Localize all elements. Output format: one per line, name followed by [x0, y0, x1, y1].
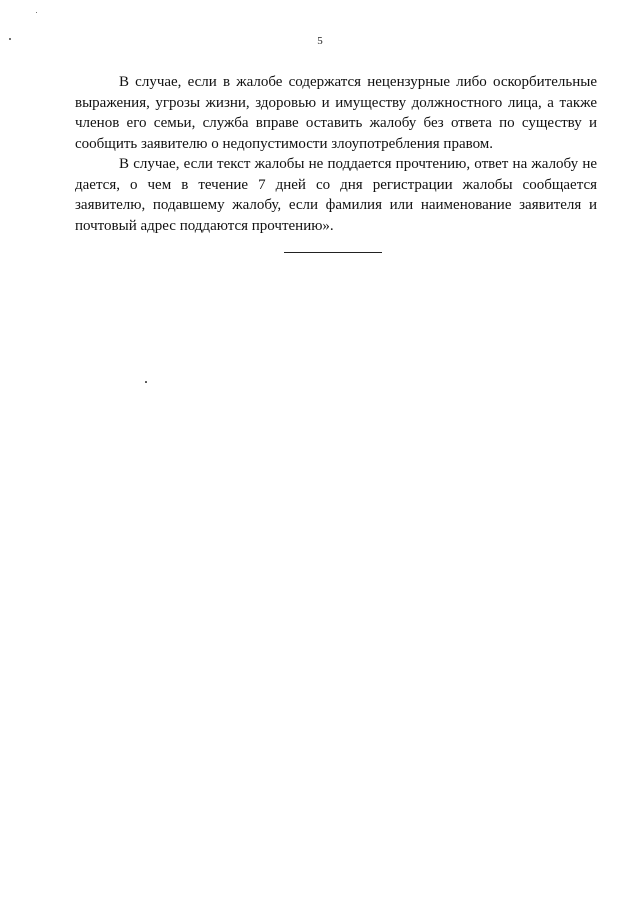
page-number: 5: [317, 35, 323, 47]
scan-speck: [145, 381, 147, 383]
end-of-text-divider: [284, 252, 382, 253]
scan-speck: [36, 12, 37, 13]
paragraph: В случае, если текст жалобы не поддается прочтению, ответ на жалобу не дается, о чем в течение 7 дней со дня регистрации жалобы сообщается заявителю, подавшему жалобу, если фамилия или наименование заявителя и почтовый адрес поддаются прочтению».: [75, 156, 597, 234]
document-body: [75, 72, 597, 236]
paragraph: В случае, если в жалобе содержатся нецензурные либо оскорбительные выражения, угрозы жизни, здоровью и имуществу должностного лица, а также членов его семьи, служба вправе оставить жалобу без ответа по существу и сообщить заявителю о недопустимости злоупотребления правом.: [75, 74, 597, 152]
